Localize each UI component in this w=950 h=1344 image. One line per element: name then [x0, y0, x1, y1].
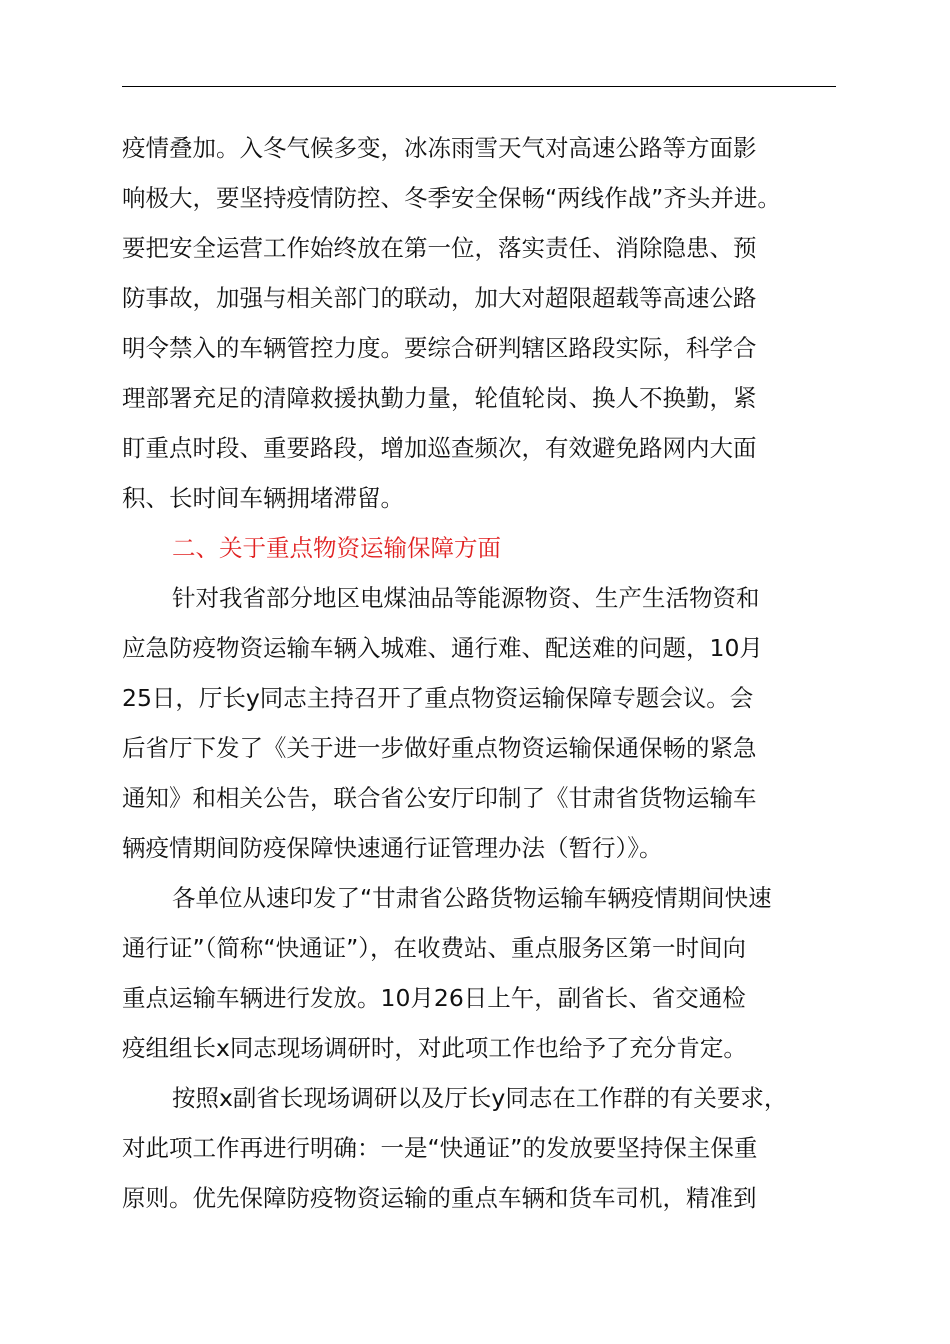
text-line: 防事故，加强与相关部门的联动，加大对超限超载等高速公路 — [122, 284, 757, 312]
text-line: 重点运输车辆进行发放。10月26日上午，副省长、省交通检 — [122, 984, 746, 1012]
text-line: 疫组组长x同志现场调研时，对此项工作也给予了充分肯定。 — [122, 1034, 747, 1062]
text-line: 理部署充足的清障救援执勤力量，轮值轮岗、换人不换勤，紧 — [122, 384, 757, 412]
section-heading: 二、关于重点物资运输保障方面 — [172, 534, 501, 562]
text-line: 针对我省部分地区电煤油品等能源物资、生产生活物资和 — [172, 584, 760, 612]
text-line: 按照x副省长现场调研以及厅长y同志在工作群的有关要求， — [172, 1084, 788, 1112]
text-line: 应急防疫物资运输车辆入城难、通行难、配送难的问题，10月 — [122, 634, 763, 662]
text-line: 积、长时间车辆拥堵滞留。 — [122, 484, 404, 512]
text-line: 辆疫情期间防疫保障快速通行证管理办法（暂行）》。 — [122, 834, 663, 862]
text-line: 后省厅下发了《关于进一步做好重点物资运输保通保畅的紧急 — [122, 734, 757, 762]
text-line: 通知》和相关公告，联合省公安厅印制了《甘肃省货物运输车 — [122, 784, 757, 812]
text-line: 通行证”（简称“快通证”），在收费站、重点服务区第一时间向 — [122, 934, 747, 962]
text-line: 响极大，要坚持疫情防控、冬季安全保畅“两线作战”齐头并进。 — [122, 184, 781, 212]
header-rule — [122, 86, 836, 87]
text-line: 明令禁入的车辆管控力度。要综合研判辖区路段实际，科学合 — [122, 334, 757, 362]
text-line: 对此项工作再进行明确：一是“快通证”的发放要坚持保主保重 — [122, 1134, 758, 1162]
text-line: 各单位从速印发了“甘肃省公路货物运输车辆疫情期间快速 — [172, 884, 772, 912]
text-line: 25日，厅长y同志主持召开了重点物资运输保障专题会议。会 — [122, 684, 754, 712]
text-line: 要把安全运营工作始终放在第一位，落实责任、消除隐患、预 — [122, 234, 757, 262]
text-line: 原则。优先保障防疫物资运输的重点车辆和货车司机，精准到 — [122, 1184, 757, 1212]
text-line: 疫情叠加。入冬气候多变，冰冻雨雪天气对高速公路等方面影 — [122, 134, 757, 162]
text-line: 盯重点时段、重要路段，增加巡查频次，有效避免路网内大面 — [122, 434, 757, 462]
